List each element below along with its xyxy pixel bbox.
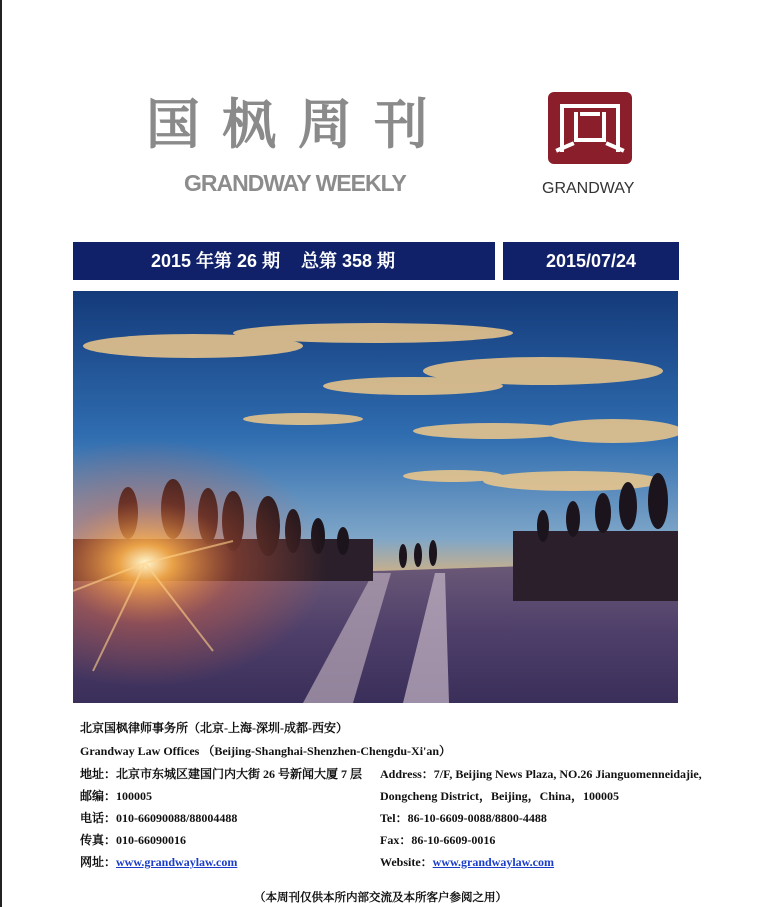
en-tel-value: 86-10-6609-0088/8800-4488 bbox=[407, 811, 547, 825]
masthead-chinese-title: 国枫周刊 bbox=[146, 93, 450, 156]
en-website-link[interactable]: www.grandwaylaw.com bbox=[432, 855, 555, 869]
en-fax-label: Fax： bbox=[380, 833, 412, 847]
en-web-label: Website： bbox=[380, 855, 433, 869]
issue-date: 2015/07/24 bbox=[503, 242, 679, 280]
cover-photo bbox=[73, 291, 678, 703]
logo-wordmark: GRANDWAY bbox=[542, 180, 635, 197]
en-fax-line bbox=[380, 831, 495, 848]
cn-fax-label: 传真： bbox=[80, 833, 117, 847]
cn-web-label: 网址： bbox=[80, 855, 117, 869]
cn-website-link[interactable]: www.grandwaylaw.com bbox=[116, 855, 238, 869]
grandway-logo-icon bbox=[548, 92, 632, 164]
issue-bar bbox=[73, 242, 495, 280]
masthead-english-title: GRANDWAY WEEKLY bbox=[184, 170, 406, 196]
page-left-border bbox=[0, 0, 2, 907]
en-tel-line bbox=[380, 809, 547, 826]
cn-tel-line bbox=[80, 809, 237, 826]
cn-web-line bbox=[80, 853, 237, 870]
en-tel-label: Tel： bbox=[380, 811, 408, 825]
cn-tel-value: 010-66090088/88004488 bbox=[116, 811, 238, 825]
cn-fax-line bbox=[80, 831, 186, 848]
issue-number: 2015 年第 26 期 bbox=[151, 251, 281, 271]
en-fax-value: 86-10-6609-0016 bbox=[411, 833, 496, 847]
firm-name-en: Grandway Law Offices （Beijing-Shanghai-Shenzhen-Chengdu-Xi'an） bbox=[80, 744, 452, 758]
cn-tel-label: 电话： bbox=[80, 811, 117, 825]
cn-postcode-line bbox=[80, 787, 152, 804]
en-address-line2: Dongcheng District，Beijing，China，100005 bbox=[380, 789, 620, 803]
cn-address-line bbox=[80, 765, 362, 782]
cn-fax-value: 010-66090016 bbox=[116, 833, 187, 847]
cn-address-label: 地址： bbox=[80, 767, 117, 781]
cn-postcode-value: 100005 bbox=[116, 789, 153, 803]
en-web-line bbox=[380, 853, 554, 870]
en-address-line1: Address：7/F, Beijing News Plaza, NO.26 Jianguomenneidajie, bbox=[380, 767, 702, 781]
cn-postcode-label: 邮编： bbox=[80, 789, 117, 803]
footer-note: （本周刊仅供本所内部交流及本所客户参阅之用） bbox=[254, 892, 507, 904]
total-issue-number: 总第 358 期 bbox=[301, 251, 396, 271]
firm-name-cn: 北京国枫律师事务所（北京-上海-深圳-成都-西安） bbox=[80, 721, 348, 735]
cn-address-value: 北京市东城区建国门内大街 26 号新闻大厦 7 层 bbox=[116, 767, 363, 781]
